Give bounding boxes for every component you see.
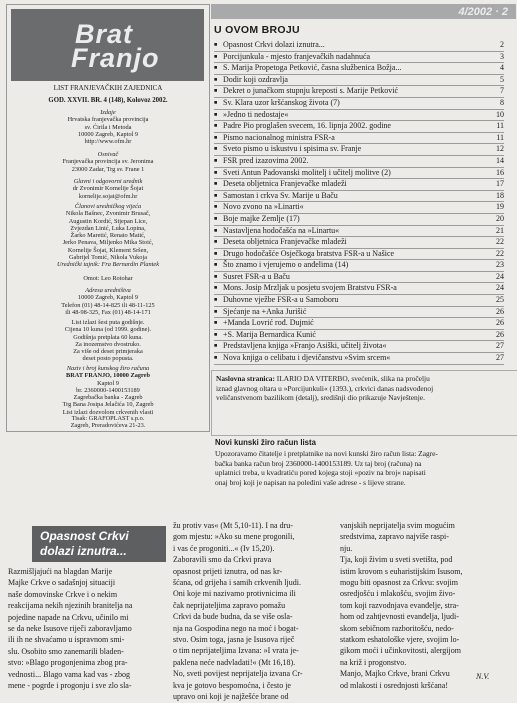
toc-title: ■ Drugo hodočašće Osječkoga bratstva FSR-a u Našice (214, 249, 394, 260)
toc-title: ■ Opasnost Crkvi dolazi iznutra... (214, 40, 325, 51)
toc-page-number: 11 (496, 132, 504, 142)
board-block (9, 203, 207, 269)
toc-row (214, 144, 504, 156)
new-account-line: onaj broj koji je napisan na poleđini vaše adrese - s lijeve strane. (215, 477, 406, 487)
toc-page-number: 17 (496, 179, 504, 189)
toc-row (214, 226, 504, 238)
toc-row (214, 52, 504, 64)
toc-row (214, 179, 504, 191)
print-block (9, 415, 207, 430)
toc-title: ■ Boje majke Zemlje (17) (214, 214, 300, 225)
article-title-line: Opasnost Crkvi (40, 529, 129, 543)
new-account-line: Upozoravamo čitatelje i pretplatnike na novi kunski žiro račun lista: Zagre- (215, 449, 438, 458)
publisher-label: Izdaje (100, 109, 116, 116)
article-line: reakcijama nekih njezinih branitelja na (8, 601, 133, 611)
toc-title: ■ Deseta obljetnica Franjevačke mladeži (214, 179, 347, 190)
article-title-box (32, 526, 166, 562)
toc-row (214, 86, 504, 98)
logo-text-franjo: Franjo (71, 43, 160, 73)
article-line: vanjskih neprijatelja svim mogućim (340, 521, 455, 530)
toc-title: ■ Mons. Josip Mrzljak u posjetu svojem Bratstvu FSR-a (214, 283, 397, 294)
article-line: pojedine napade na Crkvu, učinilo mi (8, 612, 129, 622)
publisher-line: Hrvatska franjevačka provincija (67, 116, 149, 124)
toc-row (214, 98, 504, 110)
editor-label: Glavni i odgovorni urednik (73, 178, 143, 185)
article-line: Manjo, Majko Crkve, brani Crkvu (340, 669, 450, 679)
publisher-line: 10000 Zagreb, Kaptol 9 (77, 130, 139, 138)
article-line: opasnost prijeti iznutra, od nas kr- (173, 566, 283, 576)
article-column-2 (173, 520, 335, 703)
issue-page-label: 4/2002 · 2 (458, 6, 508, 18)
price-line: Za inozemstvo dvostruko. (75, 340, 141, 348)
toc-row (214, 40, 504, 52)
article-line: mene - pogrde i progonju i sve zlo sla- (8, 681, 132, 691)
article-line: stvo: »Blago progonjenima zbog pra- (8, 658, 128, 668)
toc-page-number: 4 (500, 63, 504, 73)
toc-title: ■ FSR pred izazovima 2002. (214, 156, 308, 167)
board-line: Kornelije Šojat, Klement Sršen, (67, 246, 149, 254)
toc-page-number: 3 (500, 51, 504, 61)
board-line: Jerko Penava, Miljenko Mika Stoić, (62, 239, 154, 247)
article-line: hom od zahtjevnosti evanđelja, ljudi- (340, 612, 459, 622)
toc-row (214, 353, 504, 365)
issue-info: GOD. XXVII. BR. 4 (148), Kolovoz 2002. (48, 97, 168, 104)
article-line: o tim neprijateljima Izvana: »I vrata je- (173, 646, 299, 656)
article-column-3 (340, 520, 504, 691)
publisher-line: sv. Ćirila i Metoda (84, 123, 132, 131)
toc-title: ■ Sjećanje na +Anka Jurišić (214, 307, 306, 318)
price-line: deset posto popusta. (82, 355, 134, 363)
address-line: ili 48-98-325, Fax (01) 48-14-171 (65, 308, 151, 316)
cover-note-line: veličanstvenom bazilikom (detalj), središnji dio prikazuje Navještenje. (216, 393, 425, 403)
toc-row (214, 237, 504, 249)
cover-note-label: Naslovna stranica: (216, 374, 275, 383)
toc-title: ■ Što znamo i vjerujemo o anđelima (14) (214, 260, 348, 271)
founder-block (9, 151, 207, 173)
cover-note-line: iznad glavnog oltara u »Porcijunkuli« (1393.), crkvici danas nadsvođenoj (216, 383, 434, 393)
toc-title: ■ Porcijunkula - mjesto franjevačkih nadahnuća (214, 52, 370, 63)
toc-row (214, 191, 504, 203)
article-line: od mlakosti i osrednjosti kršćana! (340, 680, 448, 690)
board-label: Članovi uredničkog vijeća (74, 203, 142, 210)
cover-credit: Omot: Leo Rotohar (83, 275, 133, 282)
article-line: Oni koje mi nazivamo protivnicima ili (173, 589, 296, 599)
toc-title: ■ »Jedno ti nedostaje« (214, 110, 288, 121)
issue-bar (211, 4, 516, 19)
toc-title: ■ Sveti Antun Padovanski molitelj i učitelj molitve (2) (214, 168, 391, 179)
toc-page-number: 19 (496, 202, 504, 212)
editor-line: dr Zvonimir Kornelije Šojat (72, 185, 144, 193)
article-line: skom sebičnom razboritošću, nedo- (340, 623, 454, 633)
toc-title: ■ +S. Marija Bernardica Kunić (214, 330, 316, 341)
price-line: List izlazi šest puta godišnje. (71, 319, 145, 326)
board-line: Augustin Kordić, Stjepan Lice, (68, 217, 148, 225)
cover-note-line: ILARIO DA VITERBO, svećenik, slika na pročelju (276, 374, 430, 383)
toc-title: ■ Sv. Klara uzor kršćanskog života (7) (214, 98, 340, 109)
article-line: na križ i progonstvo. (340, 657, 407, 667)
toc-row (214, 156, 504, 168)
toc-title: ■ Predstavljena knjiga »Franjo Asiški, učitelj života« (214, 341, 387, 352)
article-line: paklena neće nadvladati!« (Mt 16,18). (173, 657, 296, 667)
account-label: Naziv i broj kunskog žiro računa (66, 365, 150, 372)
table-of-contents (214, 40, 504, 365)
article-line: upravo oni koji je najžešće brane od (173, 692, 289, 702)
article-line: čak neprijateljima zapravo pomažu (173, 600, 286, 610)
toc-title: ■ Nastavljena hodočašća na »Linartu« (214, 226, 339, 237)
article-line: žu protiv vas« (Mt 5,10-11). I na dru- (173, 521, 293, 530)
toc-page-number: 26 (496, 318, 504, 328)
toc-page-number: 12 (496, 144, 504, 154)
board-line: Žarko Maretić, Renato Matić, (70, 232, 146, 240)
founder-label: Osnivač (97, 151, 119, 158)
toc-title: ■ Susret FSR-a u Baču (214, 272, 290, 283)
article-line: kva je gotovo bespomoćna, i često je (173, 680, 291, 690)
article-line: se da neke Isusove riječi zaboravljamo (8, 624, 132, 634)
print-line: Tisak: GRAFOPLAST s.p.o. (71, 415, 145, 422)
account-line: Zagrebačka banka - Zagreb (73, 394, 143, 402)
toc-page-number: 21 (496, 225, 504, 235)
article-line: ili ih ne shvaćamo u ispravnom smi- (8, 635, 125, 645)
toc-title: ■ Padre Pio proglašen svecem, 16. lipnja 2002. godine (214, 121, 391, 132)
toc-page-number: 27 (496, 353, 504, 363)
toc-page-number: 26 (496, 306, 504, 316)
article-line: Razmišljajući na blagdan Marije (8, 567, 113, 576)
article-line: vednosti... Blago vama kad vas - zbog (8, 669, 130, 679)
toc-page-number: 10 (496, 109, 504, 119)
toc-page-number: 7 (500, 86, 504, 96)
address-line: 10000 Zagreb, Kaptol 9 (77, 294, 139, 302)
new-account-line: bačka banka račun broj 2360000-1400153189. Uz taj broj (računa) na (215, 458, 422, 468)
publisher-line: http://www.ofm.hr (84, 138, 132, 146)
account-line: BRAT FRANJO, 10000 Zagreb (66, 372, 150, 380)
toc-page-number: 26 (496, 329, 504, 339)
toc-heading: U OVOM BROJU (214, 24, 300, 36)
toc-page-number: 24 (496, 283, 504, 293)
new-account-line: uplatnici treba, u kvadratiću pored kojega stoji »poziv na broj« napisati (215, 468, 426, 478)
toc-row (214, 214, 504, 226)
article-line: i vas će progoniti...« (Iv 15,20). (173, 543, 275, 553)
article-line: gikom moći i učinkovitosti, alergijom (340, 646, 461, 656)
print-line: Zagreb, Preradovićeva 21-23. (70, 422, 146, 430)
toc-row (214, 260, 504, 272)
price-line: Za više od deset primjeraka (73, 348, 143, 356)
toc-title: ■ Dekret o junačkom stupnju kreposti s. Marije Petković (214, 86, 398, 97)
toc-title: ■ Samostan i crkva Sv. Marije u Baču (214, 191, 338, 202)
article-line: mogu biti opasnost za Crkvu: svojim (340, 578, 458, 588)
toc-row (214, 283, 504, 295)
logo-text-brat: Brat (75, 19, 134, 49)
toc-title: ■ Novo zvono na »Linarti« (214, 202, 304, 213)
article-line: nju. (340, 543, 353, 553)
toc-page-number: 5 (500, 74, 504, 84)
address-label: Adresa uredništva (85, 287, 131, 294)
toc-title: ■ Deseta obljetnica Franjevačke mladeži (214, 237, 347, 248)
toc-title: ■ Sveto pismo u iskustvu i spisima sv. Franje (214, 144, 361, 155)
toc-row (214, 168, 504, 180)
toc-title: ■ Pismo nacionalnog ministra FSR-a (214, 133, 335, 144)
toc-row (214, 133, 504, 145)
board-line: Nikola Bašnec, Zvonimir Brusač, (65, 210, 151, 218)
article-line: No, sveti povijest neprijatelja izvana Cr- (173, 669, 303, 679)
price-line: Cijena 10 kuna (od 1999. godine). (64, 326, 152, 334)
article-line: Tja, koji živim u sveti svetišta, pod (340, 555, 453, 565)
toc-row (214, 121, 504, 133)
new-account-notice (211, 434, 517, 522)
toc-page-number: 14 (496, 155, 504, 165)
account-line: br. 2360000-1400153189 (76, 386, 140, 394)
toc-row (214, 63, 504, 75)
toc-title: ■ Nova knjiga o celibatu i djevičanstvu »Svim srcem« (214, 353, 390, 364)
article-line: slu. Osobito smo zanemarili bladen- (8, 646, 124, 656)
toc-page-number: 8 (500, 97, 504, 107)
editor-block (9, 178, 207, 200)
address-line: Telefon (01) 48-14-825 ili 48-11-125 (61, 301, 155, 309)
toc-row (214, 330, 504, 342)
account-line: Kaptol 9 (97, 379, 119, 387)
article-line: istim krovom s euharistijskim Isusom, (340, 566, 463, 576)
publisher-block (9, 109, 207, 145)
article-signature: N.V. (476, 672, 490, 681)
new-account-text (215, 449, 514, 487)
article-line: šćana, od grijeha i samih crkvenih ljudi. (173, 578, 301, 588)
board-line: Zvjezdan Linić, Luka Lopina, (70, 224, 146, 232)
article-line: Zaboravili smo da Crkvi prava (173, 555, 272, 565)
toc-row (214, 202, 504, 214)
article-line: statkom eshatološke vjere, svojim lo- (340, 635, 460, 645)
toc-row (214, 307, 504, 319)
toc-row (214, 249, 504, 261)
founder-line: Franjevačka provincija sv. Jeronima (62, 158, 154, 166)
toc-page-number: 11 (496, 121, 504, 131)
cover-note-box (211, 370, 517, 436)
article-line: sredstvima, zapravo najviše raspi- (340, 532, 449, 542)
toc-page-number: 20 (496, 213, 504, 223)
toc-row (214, 295, 504, 307)
toc-page-number: 24 (496, 271, 504, 281)
toc-row (214, 318, 504, 330)
address-block (9, 287, 207, 316)
article-line: Majke Crkve o sadašnjoj situaciji (8, 578, 116, 588)
cover-note-text (216, 374, 514, 403)
secretary-line: Urednički tajnik: Fra Bernardin Plantek (56, 261, 159, 269)
toc-title: ■ Dodir koji ozdravlja (214, 75, 288, 86)
masthead-subtitle: LIST FRANJEVAČKIH ZAJEDNICA (53, 84, 163, 92)
account-line: List izlazi dozvolom crkvenih vlasti (62, 408, 154, 416)
account-line: Trg Bana Josipa Jelačića 10, Zagreb (62, 401, 154, 409)
toc-page-number: 2 (500, 40, 504, 49)
editor-line: kornelije.sojat@ofm.hr (78, 192, 138, 200)
toc-title: ■ S. Marija Propetoga Petković, časna službenica Božja... (214, 63, 401, 74)
article-line: naše domovinske Crkve i o nekim (8, 589, 118, 599)
toc-page-number: 18 (496, 190, 504, 200)
board-line: Gabrijel Tomić, Nikola Vukoja (69, 254, 147, 262)
toc-row (214, 75, 504, 87)
article-column-1 (8, 566, 168, 691)
toc-row (214, 341, 504, 353)
founder-line: 23000 Zadar, Trg sv. Frane 1 (71, 165, 145, 173)
article-line: nja na Gospodina nego na moć i bogat- (173, 623, 299, 633)
toc-row (214, 272, 504, 284)
article-line: tom koji razvodnjava evanđelje, stra- (340, 600, 459, 610)
toc-title: ■ Duhovne vježbe FSR-a u Samoboru (214, 295, 339, 306)
article-line: Crkvi da bude budna, da se više osla- (173, 612, 293, 622)
masthead-column (6, 4, 210, 432)
article-line: osredjošću i mlakošću, svojim živo- (340, 589, 456, 599)
price-line: Godišnja pretplata 60 kuna. (73, 333, 143, 341)
toc-row (214, 110, 504, 122)
masthead-logo-block (11, 9, 204, 81)
toc-page-number: 22 (496, 248, 504, 258)
toc-page-number: 23 (496, 260, 504, 270)
account-block (9, 365, 207, 416)
article-title-line: dolazi iznutra... (40, 544, 127, 558)
article-line: stvo. Osim toga, jasna je Isusova riječ (173, 635, 295, 645)
toc-page-number: 16 (496, 167, 504, 177)
toc-title: ■ +Manda Lovrić rođ. Dujmić (214, 318, 314, 329)
toc-page-number: 27 (496, 341, 504, 351)
toc-page-number: 22 (496, 237, 504, 247)
price-block (9, 319, 207, 363)
new-account-title: Novi kunski žiro račun lista (215, 438, 316, 447)
toc-page-number: 25 (496, 295, 504, 305)
article-line: gom mjestu: »Ako su mene progonili, (173, 532, 295, 542)
